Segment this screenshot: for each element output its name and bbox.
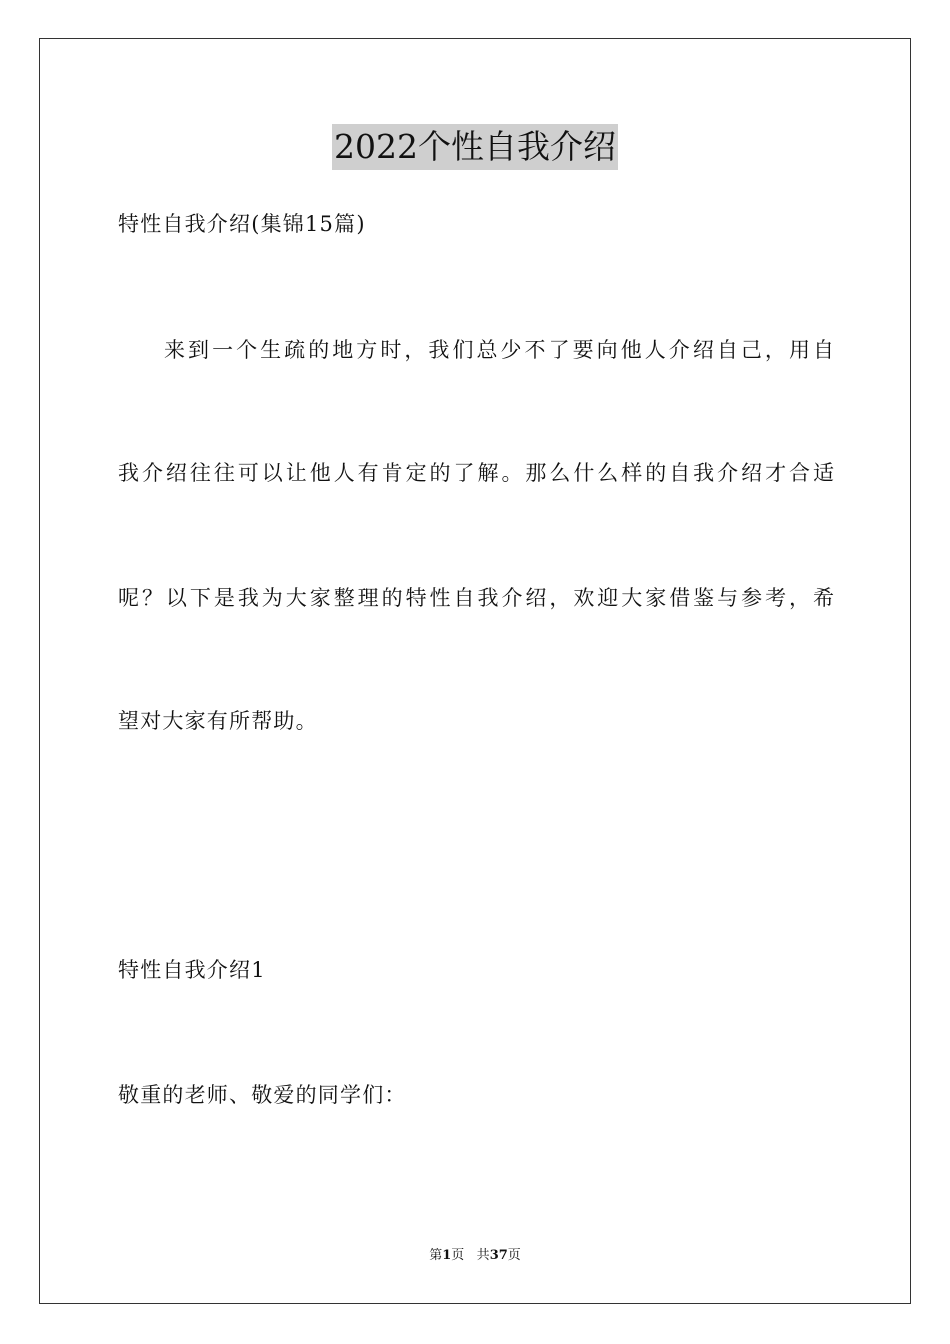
section-heading: 特性自我介绍1 xyxy=(118,958,266,982)
greeting-line: 敬重的老师、敬爱的同学们： xyxy=(118,1083,407,1107)
intro-line-1: 来到一个生疏的地方时，我们总少不了要向他人介绍自己，用自 xyxy=(164,338,834,362)
footer-total-pages: 37 xyxy=(489,1248,508,1263)
footer-total-suffix: 页 xyxy=(507,1248,521,1263)
footer-page-suffix: 页 xyxy=(451,1248,465,1263)
page-footer xyxy=(0,1246,950,1266)
footer-page-prefix: 第 xyxy=(429,1248,443,1263)
intro-line-3: 呢？以下是我为大家整理的特性自我介绍，欢迎大家借鉴与参考，希 xyxy=(118,586,834,610)
intro-line-2: 我介绍往往可以让他人有肯定的了解。那么什么样的自我介绍才合适 xyxy=(118,461,834,485)
document-title: 2022个性自我介绍 xyxy=(332,124,618,170)
title-container xyxy=(0,124,950,170)
document-subtitle: 特性自我介绍(集锦15篇) xyxy=(118,212,366,236)
intro-line-4: 望对大家有所帮助。 xyxy=(118,709,318,733)
footer-total-prefix: 共 xyxy=(476,1248,490,1263)
footer-page-number: 1 xyxy=(442,1248,452,1263)
